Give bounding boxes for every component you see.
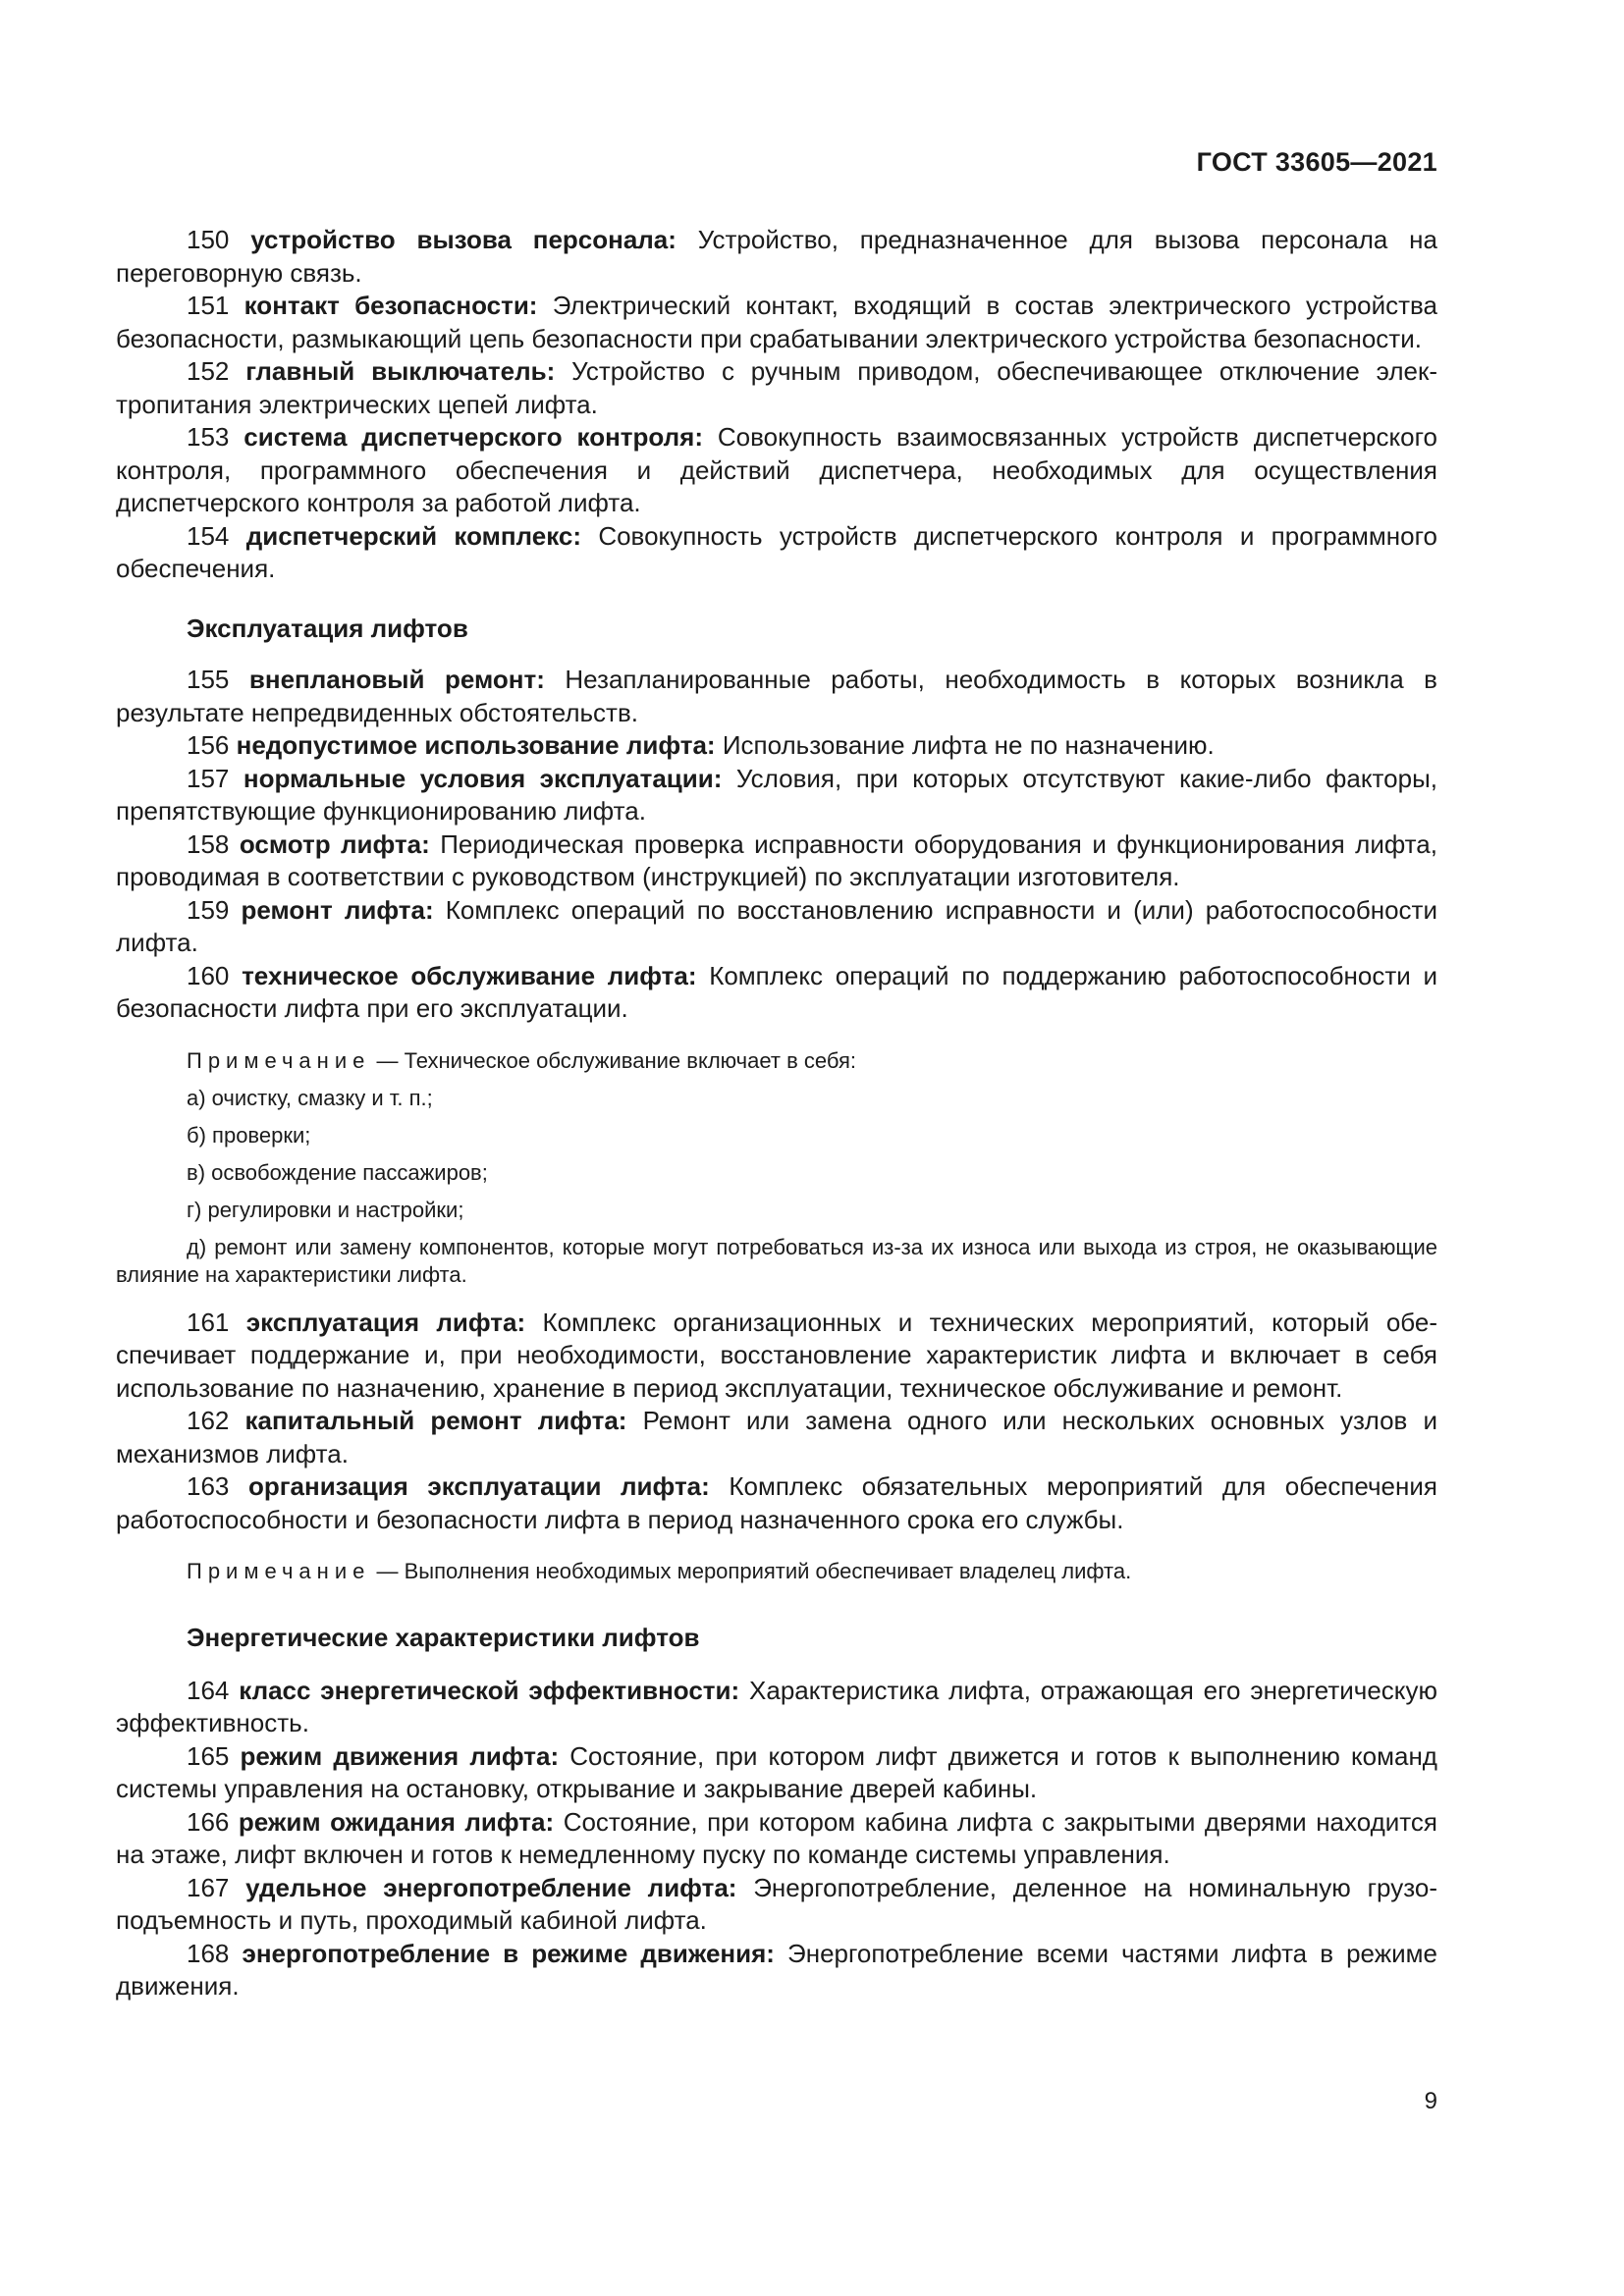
term-entry-159 [116,894,1437,960]
term-name: внеплановый ремонт: [248,665,545,694]
note-list-item: в) освобождение пассажиров; [187,1159,488,1185]
term-number: 156 [187,730,230,760]
term-name: удельное энергопотребление лифта: [245,1872,737,1902]
term-definition: Совокупность устройств диспетчерского контроля и программного обеспечения. [116,520,1437,583]
term-definition: Периодическая проверка исправности оборудования и функционирования лифта, проводимая в соответствии с руководством (инструкцией) по эксплуатации изготовителя. [116,828,1437,891]
term-name: осмотр лифта: [239,828,430,859]
term-name: эксплуатация лифта: [245,1307,526,1337]
term-entry-167 [116,1872,1437,1938]
term-definition: Энергопотребление всеми частями лифта в режиме движения. [116,1938,1437,2001]
note-label: Примечание [187,1559,371,1583]
term-entry-153 [116,421,1437,520]
note-text: — Техническое обслуживание включает в себя: [376,1047,857,1073]
term-definition: Характеристика лифта, отражающая его энергетическую эффективность. [116,1675,1437,1737]
term-number: 168 [187,1938,230,1968]
term-definition: Комплекс операций по восстановлению исправности и (или) работоспособности лифта. [116,894,1437,957]
term-number: 165 [187,1740,230,1771]
term-definition: Комплекс операций по поддержанию работоспособности и безопасности лифта при его эксплуатации. [116,960,1437,1023]
term-entry-164 [116,1675,1437,1740]
note-label: Примечание [187,1047,371,1073]
term-definition: Энергопотребление, деленное на номинальную грузоподъемность и путь, проходимый кабиной лифта. [116,1872,1437,1935]
term-entry-166 [116,1806,1437,1872]
document-code: ГОСТ 33605—2021 [1196,147,1437,177]
page-number: 9 [1424,2088,1437,2114]
term-definition: Комплекс организационных и технических мероприятий, который обеспечивает поддержание и, при необходимости, восстановление характеристик лифта и включает в себя использование по назначению, хранение в период эксплуатации, техническое обслуживание и ремонт. [116,1307,1438,1403]
term-definition: Незапланированные работы, необходимость в которых возникла в результате непредвиденных обстоятельств. [116,665,1437,727]
term-definition: Условия, при которых отсутствуют какие-либо факторы, препятствующие функционированию лифта. [116,763,1437,826]
term-definition: Устройство с ручным приводом, обеспечивающее отключение электропитания электрических цепей лифта. [116,356,1437,419]
term-definition: Использование лифта не по назначению. [722,730,1215,760]
term-entry-168 [116,1938,1437,2003]
term-definition: Состояние, при котором лифт движется и готов к выполнению команд системы управления на остановку, открывание и закрывание дверей кабины. [116,1740,1437,1803]
term-entry-156 [116,729,1437,763]
term-entry-152 [116,355,1437,421]
term-number: 151 [187,291,230,320]
note-heading [116,1047,1437,1075]
term-entry-154 [116,520,1437,586]
term-number: 154 [187,520,230,551]
term-name: диспетчерский комплекс: [245,520,581,551]
section-heading-operation: Эксплуатация лифтов [187,613,468,643]
term-number: 162 [187,1406,230,1435]
term-entry-150 [116,224,1437,290]
term-name: главный выключатель: [245,356,556,386]
term-name: техническое обслуживание лифта: [242,960,697,990]
term-definition: Устройство, предназначенное для вызова персонала на переговорную связь. [116,225,1437,288]
term-name: организация эксплуатации лифта: [247,1471,710,1501]
note-text: — Выполнения необходимых мероприятий обеспечивает владелец лифта. [376,1559,1132,1583]
term-name: ремонт лифта: [241,894,434,925]
term-name: энергопотребление в режиме движения: [242,1938,775,1968]
term-number: 157 [187,763,230,793]
term-name: капитальный ремонт лифта: [244,1406,627,1435]
term-number: 155 [187,665,230,694]
term-number: 158 [187,828,230,859]
term-name: недопустимое использование лифта: [236,730,716,760]
term-entry-165 [116,1740,1437,1806]
note-list-item: а) очистку, смазку и т. п.; [187,1085,433,1110]
term-entry-163 [116,1470,1437,1536]
page-content [116,224,1437,2003]
term-name: класс энергетической эффективности: [239,1675,740,1705]
term-name: нормальные условия эксплуатации: [243,763,723,793]
term-number: 163 [187,1471,230,1501]
term-entry-158 [116,828,1437,894]
term-name: система диспетчерского контроля: [244,422,703,452]
term-number: 164 [187,1675,230,1705]
term-number: 159 [187,894,230,925]
term-definition: Совокупность взаимосвязанных устройств диспетчерского контроля, программного обеспечения и действий диспетчера, необходимых для осуществления диспетчерского контроля за работой лифта. [116,422,1437,517]
term-number: 153 [187,422,230,452]
term-definition: Ремонт или замена одного или нескольких основных узлов и механизмов лифта. [116,1406,1437,1468]
term-number: 161 [187,1307,230,1337]
note-list-item: д) ремонт или замену компонентов, которые могут потребоваться из-за их износа или выхода из строя, не оказывающие влияние на характеристики лифта. [116,1234,1437,1287]
term-entry-160 [116,960,1437,1026]
term-number: 150 [187,225,230,254]
term-name: режим ожидания лифта: [238,1806,555,1837]
note-list-item: б) проверки; [187,1122,311,1148]
term-name: режим движения лифта: [240,1740,560,1771]
term-number: 160 [187,960,230,990]
term-group-2 [116,664,1437,1026]
term-number: 167 [187,1872,230,1902]
term-entry-151 [116,290,1437,355]
term-entry-162 [116,1405,1437,1470]
term-name: устройство вызова персонала: [250,225,677,254]
note-2 [116,1558,1437,1585]
term-group-1 [116,224,1437,586]
term-name: контакт безопасности: [244,291,538,320]
term-definition: Электрический контакт, входящий в состав электрического устройства безопасности, размыкающий цепь безопасности при срабатывании электрического устройства безопасности. [116,291,1437,353]
term-definition: Состояние, при котором кабина лифта с закрытыми дверями находится на этаже, лифт включен и готов к немедленному пуску по команде системы управления. [116,1806,1438,1869]
note-list-item: г) регулировки и настройки; [187,1197,464,1222]
term-group-4 [116,1675,1437,2003]
term-number: 166 [187,1806,230,1837]
term-definition: Комплекс обязательных мероприятий для обеспечения работоспособности и безопасности лифта в период назначенного срока его службы. [116,1471,1437,1534]
section-heading-energy: Энергетические характеристики лифтов [187,1623,700,1652]
term-number: 152 [187,356,230,386]
term-entry-155 [116,664,1437,729]
term-entry-161 [116,1307,1437,1406]
term-entry-157 [116,763,1437,828]
term-group-3 [116,1307,1437,1537]
